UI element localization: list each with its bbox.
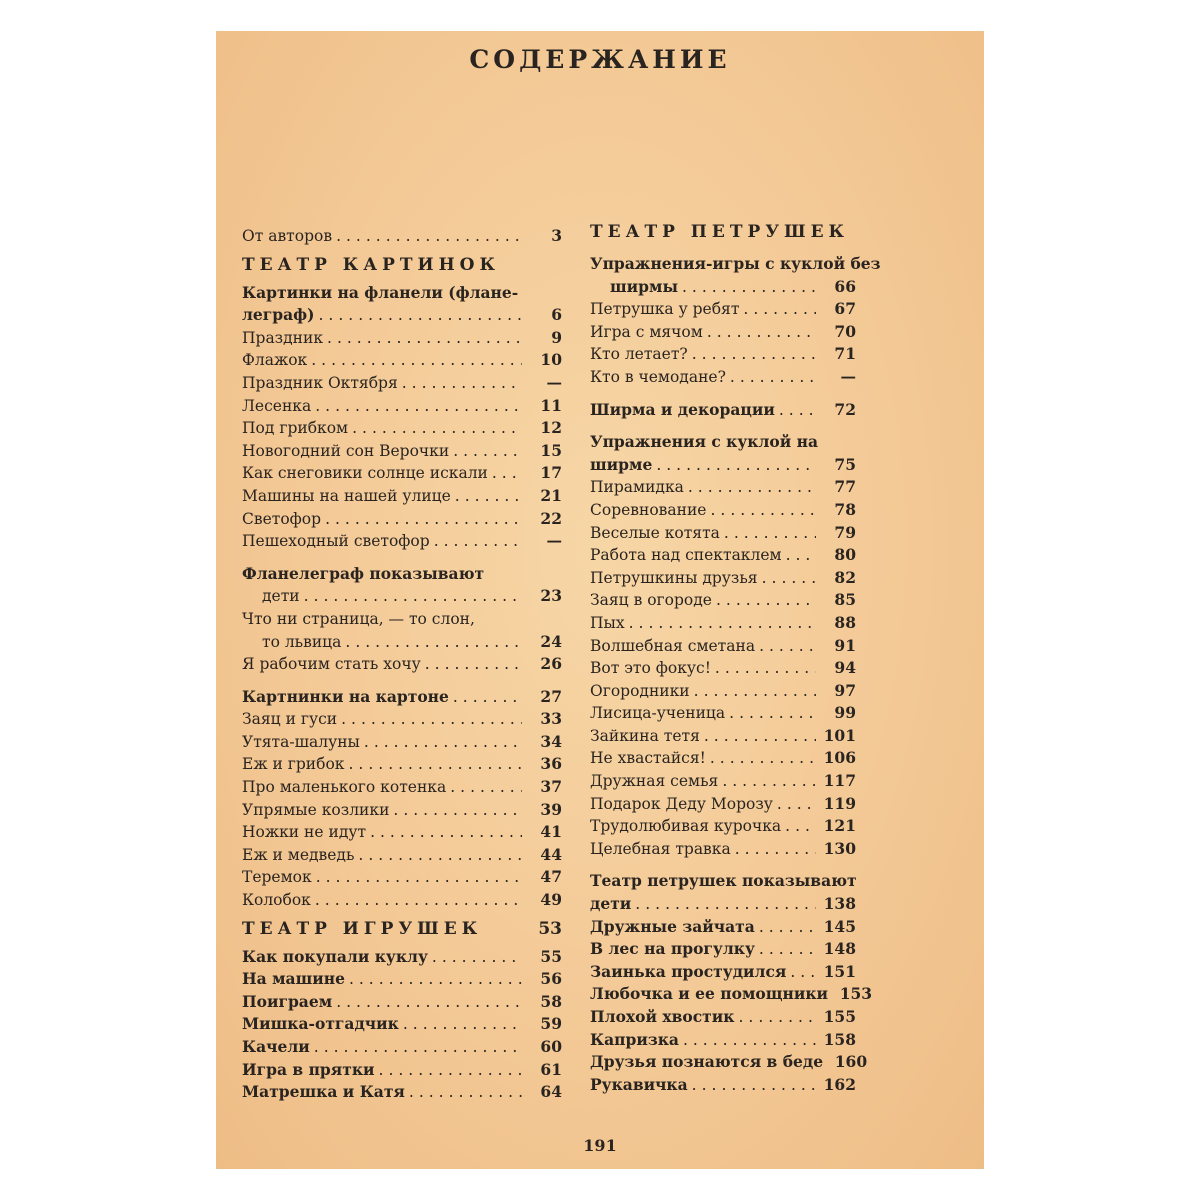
leader-dots — [316, 866, 522, 889]
toc-entry-page: 64 — [540, 1082, 562, 1102]
leader-dots — [345, 631, 522, 654]
leader-dots — [314, 1036, 522, 1059]
leader-dots — [762, 567, 816, 590]
toc-entry — [590, 1006, 856, 1029]
toc-entry-title: леграф) — [242, 305, 315, 325]
leader-dots — [722, 770, 816, 793]
leader-dots — [352, 417, 522, 440]
toc-entry-page: 44 — [540, 844, 562, 864]
toc-entry-page: 97 — [834, 680, 856, 700]
toc-entry-page: 101 — [823, 725, 856, 745]
toc-entry-title: Упрямые козлики — [242, 800, 390, 819]
toc-entry-title: Капризка — [590, 1029, 679, 1049]
toc-entry-title: В лес на прогулку — [590, 939, 755, 959]
toc-entry-title: Матрешка и Катя — [242, 1082, 405, 1102]
toc-entry-title: Заяц и гуси — [242, 710, 338, 729]
toc-entry-page: 17 — [540, 463, 562, 483]
toc-entry — [590, 612, 856, 635]
toc-entry-title: Плохой хвостик — [590, 1007, 735, 1026]
toc-entry-page: 85 — [834, 590, 856, 610]
toc-entry-page: 36 — [540, 754, 562, 774]
toc-entry — [590, 916, 856, 939]
leader-dots — [364, 731, 522, 754]
section-heading — [242, 918, 562, 940]
toc-entry-title: Зайкина тетя — [590, 726, 700, 745]
leader-dots — [735, 838, 816, 861]
toc-entry-title: Огородники — [590, 681, 690, 700]
leader-dots — [777, 793, 816, 816]
leader-dots — [683, 1029, 816, 1052]
leader-dots — [325, 508, 522, 531]
toc-entry — [590, 635, 856, 658]
toc-list — [242, 327, 562, 553]
section-heading — [590, 221, 856, 243]
toc-entry — [590, 702, 856, 725]
toc-entry — [242, 653, 562, 676]
toc-entry — [242, 731, 562, 754]
toc-entry-title: Про маленького котенка — [242, 778, 447, 797]
toc-entry-page: 155 — [823, 1007, 856, 1026]
toc-group-title: Картинки на фланели (флане- — [242, 282, 519, 302]
toc-entry-title: Соревнование — [590, 500, 707, 519]
toc-entry — [590, 1074, 856, 1097]
section-heading — [242, 254, 562, 276]
toc-entry-page: 37 — [540, 777, 562, 797]
toc-entry-page: 55 — [540, 946, 562, 966]
toc-entry-title: Игра в прятки — [242, 1059, 375, 1079]
leader-dots — [635, 893, 816, 916]
toc-entry-title: Трудолюбивая курочка — [590, 817, 782, 836]
toc-entry-title: Дружная семья — [590, 772, 719, 791]
toc-entry — [590, 499, 856, 522]
leader-dots — [425, 653, 522, 676]
leader-dots — [692, 1074, 816, 1097]
toc-entry-page: 79 — [834, 522, 856, 542]
leader-dots — [455, 485, 522, 508]
leader-dots — [358, 844, 522, 867]
toc-entry-page: 66 — [834, 276, 856, 296]
toc-entry — [590, 321, 856, 344]
toc-entry-page: 60 — [540, 1037, 562, 1056]
toc-entry-page: 58 — [540, 991, 562, 1011]
leader-dots — [707, 321, 816, 344]
toc-entry — [590, 399, 856, 422]
toc-entry-title: Поиграем — [242, 991, 333, 1011]
toc-entry-page: 34 — [540, 731, 562, 751]
toc-entry-page: 162 — [823, 1074, 856, 1094]
toc-entry-page: 9 — [551, 327, 562, 347]
toc-entry-title: Еж и грибок — [242, 755, 345, 774]
toc-entry-page: 119 — [823, 793, 856, 813]
toc-entry — [242, 395, 562, 418]
toc-entry — [242, 844, 562, 867]
toc-entry — [242, 889, 562, 912]
leader-dots — [710, 747, 816, 770]
toc-entry-page: 91 — [834, 635, 856, 655]
toc-entry — [242, 225, 562, 248]
toc-entry-title: Флажок — [242, 351, 308, 370]
toc-list — [590, 476, 856, 860]
leader-dots — [341, 708, 522, 731]
toc-entry-title: Лисица-ученица — [590, 704, 726, 723]
toc-entry — [590, 770, 856, 793]
toc-entry — [590, 793, 856, 816]
toc-entry-title: ширмы — [610, 276, 678, 296]
toc-entry-title: Целебная травка — [590, 839, 731, 858]
toc-entry — [590, 961, 856, 984]
toc-list — [590, 298, 856, 388]
leader-dots — [318, 304, 522, 327]
toc-entry-page: 24 — [540, 631, 562, 651]
toc-entry-page: — — [546, 372, 562, 392]
leader-dots — [785, 815, 816, 838]
toc-entry-title: Петрушка у ребят — [590, 300, 740, 319]
toc-entry — [590, 938, 856, 961]
toc-entry — [242, 440, 562, 463]
leader-dots — [759, 916, 816, 939]
toc-entry-title: Светофор — [242, 509, 322, 528]
toc-entry-page: 59 — [540, 1014, 562, 1034]
leader-dots — [315, 395, 522, 418]
toc-entry — [590, 454, 856, 477]
toc-entry — [590, 893, 856, 916]
toc-entry-page: 106 — [823, 748, 856, 768]
leader-dots — [779, 399, 816, 422]
toc-entry — [242, 1081, 562, 1104]
toc-entry-page: 148 — [823, 939, 856, 959]
toc-group-title: Упражнения-игры с куклой без — [590, 254, 881, 273]
toc-entry — [242, 508, 562, 531]
toc-entry — [242, 417, 562, 440]
toc-entry-title: Ножки не идут — [242, 823, 367, 842]
leader-dots — [393, 799, 522, 822]
toc-entry-title: Не хвастайся! — [590, 749, 706, 768]
leader-dots — [370, 821, 522, 844]
toc-entry — [590, 366, 856, 389]
toc-entry-page: 70 — [834, 321, 856, 341]
leader-dots — [692, 343, 816, 366]
leader-dots — [453, 440, 522, 463]
toc-entry-title: ширме — [590, 454, 653, 474]
leader-dots — [336, 225, 522, 248]
toc-entry-title: На машине — [242, 969, 345, 989]
toc-entry-page: 94 — [834, 658, 856, 678]
leader-dots — [402, 372, 522, 395]
toc-entry-title: Качели — [242, 1037, 310, 1056]
toc-entry-title: Кто летает? — [590, 345, 688, 364]
toc-entry — [590, 983, 873, 1006]
leader-dots — [759, 938, 816, 961]
toc-entry — [242, 349, 562, 372]
toc-entry-page: 67 — [834, 299, 856, 319]
toc-entry-page: 71 — [834, 344, 856, 364]
toc-entry-page: 61 — [540, 1059, 562, 1079]
toc-entry-page: 138 — [823, 894, 856, 914]
leader-dots — [311, 349, 522, 372]
toc-entry-title: Праздник — [242, 328, 324, 347]
toc-entry-title: дети — [262, 587, 300, 606]
toc-entry-page: 130 — [823, 838, 856, 858]
section-title: ТЕАТР ПЕТРУШЕК — [590, 222, 850, 242]
toc-entry-page: 117 — [823, 771, 856, 791]
toc-entry-title: Как покупали куклу — [242, 946, 428, 966]
toc-entry — [242, 1036, 562, 1059]
toc-entry-title: Веселые котята — [590, 523, 720, 542]
toc-entry-title: Мишка-отгадчик — [242, 1014, 399, 1034]
toc-entry-page: 10 — [540, 350, 562, 370]
leader-dots — [724, 522, 816, 545]
toc-entry-page: 27 — [540, 686, 562, 706]
toc-entry-page: — — [840, 366, 856, 386]
toc-entry — [242, 776, 562, 799]
toc-group-title: Упражнения с куклой на — [590, 432, 819, 452]
toc-entry-title: От авторов — [242, 227, 333, 245]
toc-entry — [242, 327, 562, 350]
toc-entry-title: Работа над спектаклем — [590, 546, 782, 565]
leader-dots — [656, 454, 816, 477]
toc-entry-title: Теремок — [242, 868, 312, 887]
toc-entry-page: 77 — [834, 477, 856, 497]
toc-entry-title: Пирамидка — [590, 478, 684, 497]
toc-entry-title: Вот это фокус! — [590, 659, 711, 678]
leader-dots — [304, 585, 522, 608]
toc-entry — [242, 585, 562, 608]
section-page: 53 — [538, 918, 562, 939]
toc-entry — [590, 589, 856, 612]
leader-dots — [790, 961, 816, 984]
leader-dots — [492, 462, 522, 485]
toc-entry-page: 21 — [540, 485, 562, 505]
toc-entry — [242, 462, 562, 485]
toc-entry-page: 22 — [540, 508, 562, 528]
toc-entry-page: 11 — [540, 395, 562, 415]
toc-entry-title: Еж и медведь — [242, 845, 355, 864]
leader-dots — [403, 1013, 522, 1036]
leader-dots — [704, 725, 816, 748]
toc-entry-page: 151 — [823, 961, 856, 981]
toc-entry-title: Машины на нашей улице — [242, 486, 451, 505]
toc-list — [242, 946, 562, 1104]
leader-dots — [434, 530, 522, 553]
toc-entry-page: 47 — [540, 867, 562, 887]
leader-dots — [759, 635, 816, 658]
toc-group-title: Ширма и декорации — [590, 399, 775, 419]
toc-entry-page: 39 — [540, 799, 562, 819]
toc-entry-title: Пешеходный светофор — [242, 532, 430, 551]
toc-entry — [590, 815, 856, 838]
leader-dots — [786, 544, 816, 567]
toc-entry-page: 158 — [823, 1029, 856, 1049]
toc-entry-title: дети — [590, 894, 632, 914]
toc-entry-page: 26 — [540, 654, 562, 674]
toc-entry-page: 78 — [834, 499, 856, 519]
toc-entry-title: Под грибком — [242, 419, 349, 438]
toc-entry-page: 99 — [834, 703, 856, 723]
toc-entry — [242, 821, 562, 844]
toc-entry — [242, 1059, 562, 1082]
toc-entry — [590, 838, 856, 861]
toc-entry — [590, 1051, 868, 1074]
toc-entry — [590, 725, 856, 748]
toc-entry-title: Праздник Октября — [242, 373, 398, 392]
toc-entry-title: Я рабочим стать хочу — [242, 655, 421, 674]
toc-entry-page: 6 — [551, 305, 562, 325]
toc-entry — [590, 298, 856, 321]
toc-entry-page: 15 — [540, 440, 562, 460]
toc-entry — [242, 753, 562, 776]
toc-entry-title: Петрушкины друзья — [590, 568, 758, 587]
toc-entry — [242, 968, 562, 991]
toc-entry-title: Утята-шалуны — [242, 732, 360, 751]
leader-dots — [682, 276, 816, 299]
leader-dots — [730, 366, 816, 389]
toc-entry-title: Лесенка — [242, 396, 312, 415]
toc-entry — [242, 799, 562, 822]
leader-dots — [694, 680, 816, 703]
toc-entry — [242, 708, 562, 731]
toc-entry-title: Игра с мячом — [590, 322, 703, 341]
toc-entry-page: 49 — [540, 890, 562, 910]
leader-dots — [315, 889, 522, 912]
toc-entry — [590, 680, 856, 703]
toc-entry — [242, 304, 562, 327]
leader-dots — [688, 476, 816, 499]
page-number: 191 — [583, 1136, 617, 1155]
toc-entry — [590, 747, 856, 770]
book-page — [216, 31, 984, 1169]
leader-dots — [379, 1059, 522, 1082]
toc-entry-page: 75 — [834, 454, 856, 474]
toc-entry-title: Любочка и ее помощники — [590, 984, 829, 1004]
toc-entry-page: 82 — [834, 567, 856, 587]
toc-entry — [590, 567, 856, 590]
toc-entry — [242, 991, 562, 1014]
toc-entry-title: Пых — [590, 613, 625, 632]
toc-group-title: Театр петрушек показывают — [590, 871, 857, 891]
leader-dots — [716, 589, 816, 612]
toc-entry-title: Колобок — [242, 891, 311, 910]
toc-entry — [590, 1029, 856, 1052]
toc-entry-title: Друзья познаются в беде — [590, 1052, 824, 1072]
toc-right-column — [590, 221, 881, 1096]
toc-entry-title: Кто в чемодане? — [590, 367, 726, 386]
toc-entry-page: 23 — [540, 586, 562, 606]
toc-list — [242, 708, 562, 911]
toc-entry-page: 88 — [834, 612, 856, 632]
toc-entry-page: 153 — [839, 984, 873, 1004]
toc-entry — [590, 343, 856, 366]
toc-entry — [590, 522, 856, 545]
leader-dots — [629, 612, 816, 635]
toc-entry-title: Новогодний сон Верочки — [242, 441, 450, 460]
leader-dots — [409, 1081, 522, 1104]
toc-entry-page: — — [546, 531, 562, 551]
leader-dots — [729, 702, 816, 725]
leader-dots — [450, 776, 522, 799]
leader-dots — [453, 686, 522, 709]
page-title: СОДЕРЖАНИЕ — [469, 45, 731, 74]
toc-list — [590, 916, 873, 1097]
toc-left-column — [242, 225, 562, 1104]
toc-entry-page: 121 — [823, 816, 856, 836]
leader-dots — [715, 657, 816, 680]
leader-dots — [710, 499, 816, 522]
toc-entry-title: то львица — [262, 632, 342, 651]
toc-entry — [590, 657, 856, 680]
toc-entry-title: Дружные зайчата — [590, 916, 755, 936]
toc-entry — [242, 1013, 562, 1036]
toc-entry — [242, 866, 562, 889]
toc-entry-page: 160 — [834, 1052, 868, 1072]
toc-entry-page: 72 — [834, 399, 856, 419]
toc-entry-title: Как снеговики солнце искали — [242, 464, 488, 483]
toc-group-title: Картнинки на картоне — [242, 686, 449, 706]
toc-entry-title: Что ни страница, — то слон, — [242, 609, 475, 628]
toc-entry-page: 3 — [551, 226, 562, 245]
toc-entry-page: 145 — [823, 916, 856, 936]
toc-entry-page: 33 — [540, 709, 562, 729]
toc-entry — [242, 946, 562, 969]
toc-entry — [242, 631, 562, 654]
leader-dots — [336, 991, 522, 1014]
toc-entry-title: Заяц в огороде — [590, 591, 712, 610]
toc-group-title: Фланелеграф показывают — [242, 563, 485, 583]
toc-entry-title: Волшебная сметана — [590, 636, 756, 655]
leader-dots — [349, 968, 522, 991]
leader-dots — [743, 298, 816, 321]
toc-entry-title: Заинька простудился — [590, 961, 787, 981]
toc-entry — [242, 372, 562, 395]
leader-dots — [738, 1006, 816, 1029]
section-title: ТЕАТР ИГРУШЕК — [242, 918, 483, 939]
toc-entry — [242, 530, 562, 553]
toc-entry-page: 12 — [540, 418, 562, 438]
leader-dots — [348, 753, 522, 776]
toc-entry — [590, 276, 856, 299]
toc-entry — [590, 544, 856, 567]
leader-dots — [432, 946, 522, 969]
toc-entry-title: Рукавичка — [590, 1074, 688, 1094]
toc-entry-page: 80 — [834, 545, 856, 565]
toc-entry — [242, 686, 562, 709]
toc-entry — [242, 485, 562, 508]
toc-entry-title: Подарок Деду Морозу — [590, 794, 773, 813]
toc-entry-page: 41 — [540, 822, 562, 842]
toc-entry — [590, 476, 856, 499]
section-title: ТЕАТР КАРТИНОК — [242, 254, 500, 275]
toc-entry-page: 56 — [540, 969, 562, 989]
leader-dots — [327, 327, 522, 350]
